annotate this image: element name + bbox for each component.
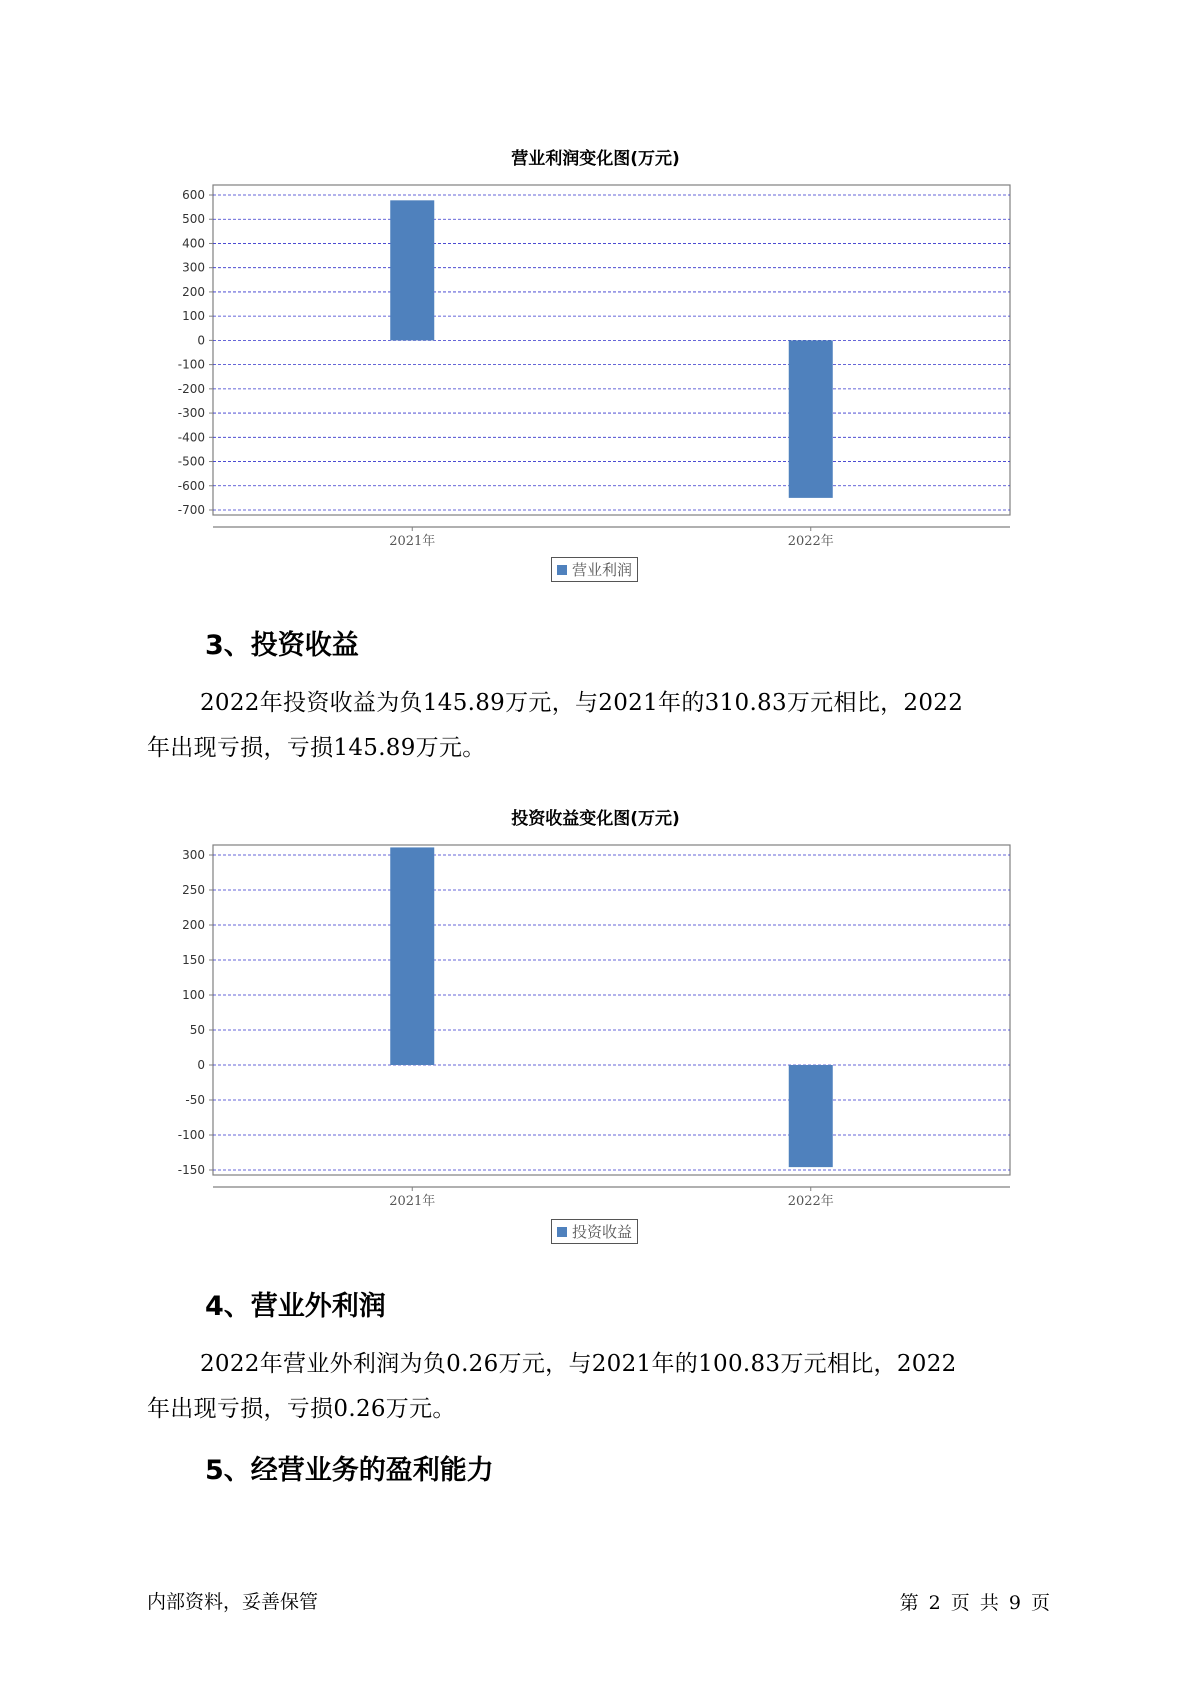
y-tick-label: 200 — [182, 918, 205, 932]
legend-swatch-icon — [557, 1227, 567, 1237]
y-tick-label: -500 — [177, 454, 205, 469]
y-tick-label: 600 — [182, 188, 205, 202]
x-tick-label: 2021年 — [389, 534, 436, 549]
x-tick-label: 2021年 — [389, 1194, 436, 1209]
y-tick-label: -300 — [177, 406, 205, 421]
section-4-heading: 4、营业外利润 — [205, 1291, 386, 1322]
chart1-legend — [551, 557, 638, 582]
chart1-title: 营业利润变化图(万元) — [511, 149, 680, 169]
y-tick-label: 300 — [182, 848, 205, 862]
y-tick-label: -50 — [185, 1093, 205, 1107]
y-tick-label: 200 — [182, 284, 205, 299]
y-tick-label: -600 — [177, 478, 205, 493]
section-3-heading: 3、投资收益 — [205, 630, 359, 661]
plot-area — [213, 185, 1010, 515]
y-tick-label: -700 — [177, 503, 205, 517]
y-tick-label: 100 — [182, 988, 205, 1002]
investment-income-chart — [0, 830, 1191, 1210]
y-tick-label: 50 — [189, 1023, 205, 1037]
footer-page-number: 第 2 页 共 9 页 — [899, 1592, 1050, 1614]
y-tick-label: -200 — [177, 381, 205, 396]
y-tick-label: -100 — [177, 357, 205, 372]
y-tick-label: 500 — [182, 212, 205, 227]
x-tick-label: 2022年 — [787, 534, 834, 549]
chart2-title: 投资收益变化图(万元) — [511, 809, 680, 829]
y-tick-label: 0 — [197, 333, 205, 348]
y-tick-label: 250 — [182, 883, 205, 897]
x-tick-label: 2022年 — [787, 1194, 834, 1209]
chart1-legend-label: 营业利润 — [572, 561, 633, 579]
legend-swatch-icon — [557, 565, 567, 575]
section-4-paragraph — [147, 1342, 1047, 1432]
bar-2022年 — [789, 1065, 833, 1167]
y-tick-label: -100 — [177, 1128, 205, 1142]
plot-area — [213, 845, 1010, 1175]
chart2-legend — [551, 1219, 638, 1244]
chart2-legend-label: 投资收益 — [572, 1223, 633, 1241]
y-tick-label: 150 — [182, 953, 205, 967]
section-4-line-1: 2022年营业外利润为负0.26万元，与2021年的100.83万元相比，2022 — [200, 1351, 957, 1377]
y-tick-label: -150 — [177, 1163, 205, 1177]
bar-2021年 — [390, 200, 434, 340]
bar-2021年 — [390, 847, 434, 1065]
section-4-line-2: 年出现亏损，亏损0.26万元。 — [147, 1396, 456, 1422]
y-tick-label: 100 — [182, 309, 205, 324]
section-3-paragraph — [147, 681, 1047, 771]
footer-confidential-note: 内部资料，妥善保管 — [147, 1591, 319, 1613]
y-tick-label: 400 — [182, 236, 205, 251]
bar-2022年 — [789, 340, 833, 498]
section-3-line-1: 2022年投资收益为负145.89万元，与2021年的310.83万元相比，2022 — [200, 690, 964, 716]
y-tick-label: -400 — [177, 430, 205, 445]
y-tick-label: 300 — [182, 260, 205, 275]
y-tick-label: 0 — [197, 1058, 205, 1072]
section-5-heading: 5、经营业务的盈利能力 — [205, 1455, 494, 1486]
operating-profit-chart — [0, 170, 1191, 610]
section-3-line-2: 年出现亏损，亏损145.89万元。 — [147, 735, 486, 761]
